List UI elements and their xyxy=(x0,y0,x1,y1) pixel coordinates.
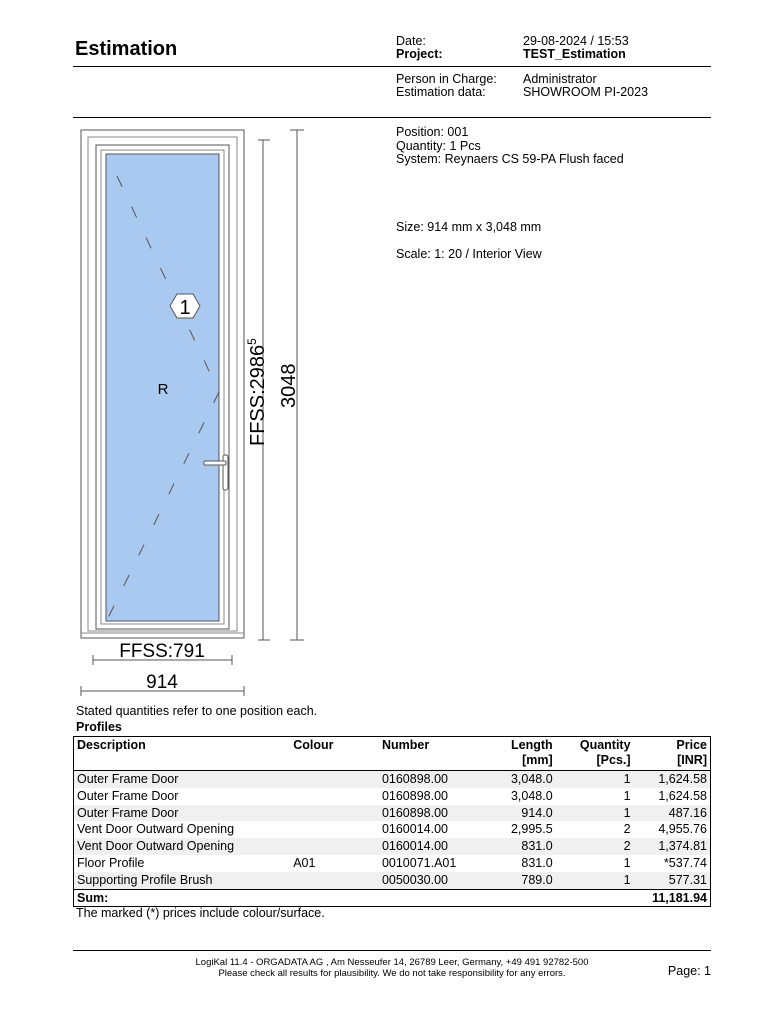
cell-length: 914.0 xyxy=(479,805,556,822)
cell-length: 831.0 xyxy=(521,855,553,870)
handle-plate xyxy=(223,455,228,490)
sum-label: Sum: xyxy=(74,889,634,907)
table-sum-row xyxy=(74,889,711,907)
cell-colour: A01 xyxy=(293,855,316,870)
cell-colour xyxy=(290,872,379,889)
cell-number: 0160014.00 xyxy=(379,838,479,855)
col-number: Number xyxy=(379,737,479,771)
project-label: Project: xyxy=(396,47,443,61)
cell-quantity: 1 xyxy=(556,872,634,889)
cell-number: 0160898.00 xyxy=(379,805,479,822)
sum-value: 11,181.94 xyxy=(634,889,711,907)
cell-price: 577.31 xyxy=(634,872,711,889)
cell-colour xyxy=(290,838,379,855)
table-row xyxy=(74,872,711,889)
date-value: 29-08-2024 / 15:53 xyxy=(523,34,629,48)
marked-prices-note: The marked (*) prices include colour/surface. xyxy=(76,906,325,920)
profiles-section-title: Profiles xyxy=(76,720,122,734)
cell-price: *537.74 xyxy=(663,855,707,870)
cell-price: 1,624.58 xyxy=(634,771,711,788)
position-quantity: Quantity: 1 Pcs xyxy=(396,138,481,153)
estimation-data-value: SHOWROOM PI-2023 xyxy=(523,85,649,99)
cell-quantity: 2 xyxy=(556,838,634,855)
footer-divider xyxy=(73,950,711,951)
cell-length: 3,048.0 xyxy=(479,771,556,788)
person-label: Person in Charge: xyxy=(396,72,497,86)
table-row xyxy=(74,838,711,855)
cell-colour xyxy=(290,771,379,788)
cell-price: 1,374.81 xyxy=(634,838,711,855)
cell-length: 3,048.0 xyxy=(510,788,553,803)
cell-description: Vent Door Outward Opening xyxy=(74,838,291,855)
cell-number: 0010071.A01 xyxy=(381,855,457,870)
cell-price: 1,624.58 xyxy=(658,788,707,803)
col-quantity: Quantity [Pcs.] xyxy=(556,737,634,771)
cell-quantity: 1 xyxy=(556,805,634,822)
door-elevation-drawing xyxy=(0,0,330,710)
cell-quantity: 1 xyxy=(623,788,631,803)
cell-number: 0050030.00 xyxy=(379,872,479,889)
cell-length: 789.0 xyxy=(479,872,556,889)
table-row xyxy=(74,821,711,838)
cell-number: 0160898.00 xyxy=(379,771,479,788)
stated-quantities-note: Stated quantities refer to one position each. xyxy=(76,704,318,718)
cell-quantity: 2 xyxy=(623,822,631,837)
cell-description: Outer Frame Door xyxy=(74,805,291,822)
cell-length: 2,995.5 xyxy=(510,822,553,837)
cell-colour xyxy=(290,805,379,822)
project-value: TEST_Estimation xyxy=(523,47,626,61)
table-row xyxy=(74,805,711,822)
footer-disclaimer-line: Please check all results for plausibility. We do not take responsibility for any errors. xyxy=(218,968,566,979)
person-value: Administrator xyxy=(523,72,597,86)
height-label: 3048 xyxy=(278,363,300,408)
page-number: Page: 1 xyxy=(667,964,711,978)
cell-description: Vent Door Outward Opening xyxy=(77,822,235,837)
cell-number: 0160898.00 xyxy=(381,788,448,803)
col-description: Description xyxy=(74,737,291,771)
opening-side-label: R xyxy=(157,381,169,398)
position-scale: Scale: 1: 20 / Interior View xyxy=(396,247,542,261)
profiles-table xyxy=(73,736,711,907)
col-price: Price [INR] xyxy=(634,737,711,771)
cell-description: Outer Frame Door xyxy=(74,771,291,788)
ffss-width-label: FFSS:791 xyxy=(119,641,205,662)
position-system: System: Reynaers CS 59-PA Flush faced xyxy=(396,152,624,166)
cell-price: 4,955.76 xyxy=(658,822,707,837)
page-title: Estimation xyxy=(75,38,178,60)
footer-company-line: LogiKal 11.4 - ORGADATA AG , Am Nesseufer 14, 26789 Leer, Germany, +49 491 92782-500 xyxy=(195,957,589,968)
cell-price: 487.16 xyxy=(634,805,711,822)
table-row xyxy=(74,771,711,788)
cell-quantity: 1 xyxy=(623,855,631,870)
cell-colour xyxy=(290,788,379,805)
ffss-height-label: FFSS:2986$^5$ xyxy=(245,338,269,446)
date-label: Date: xyxy=(396,34,426,48)
cell-quantity: 1 xyxy=(556,771,634,788)
cell-description: Supporting Profile Brush xyxy=(74,872,291,889)
door-handle xyxy=(204,461,226,465)
cell-colour xyxy=(290,821,379,838)
estimation-data-label: Estimation data: xyxy=(396,85,486,99)
col-colour: Colour xyxy=(290,737,379,771)
cell-description: Floor Profile xyxy=(77,855,145,870)
col-length: Length [mm] xyxy=(479,737,556,771)
sash-number: 1 xyxy=(179,297,191,319)
cell-description: Outer Frame Door xyxy=(77,788,179,803)
table-row xyxy=(74,855,711,872)
table-header-row xyxy=(74,737,711,771)
position-number: Position: 001 xyxy=(396,125,469,139)
position-size: Size: 914 mm x 3,048 mm xyxy=(396,220,542,234)
cell-length: 831.0 xyxy=(479,838,556,855)
position-info xyxy=(396,126,624,167)
table-row xyxy=(74,788,711,805)
cell-number: 0160014.00 xyxy=(381,822,448,837)
width-label: 914 xyxy=(146,672,178,693)
